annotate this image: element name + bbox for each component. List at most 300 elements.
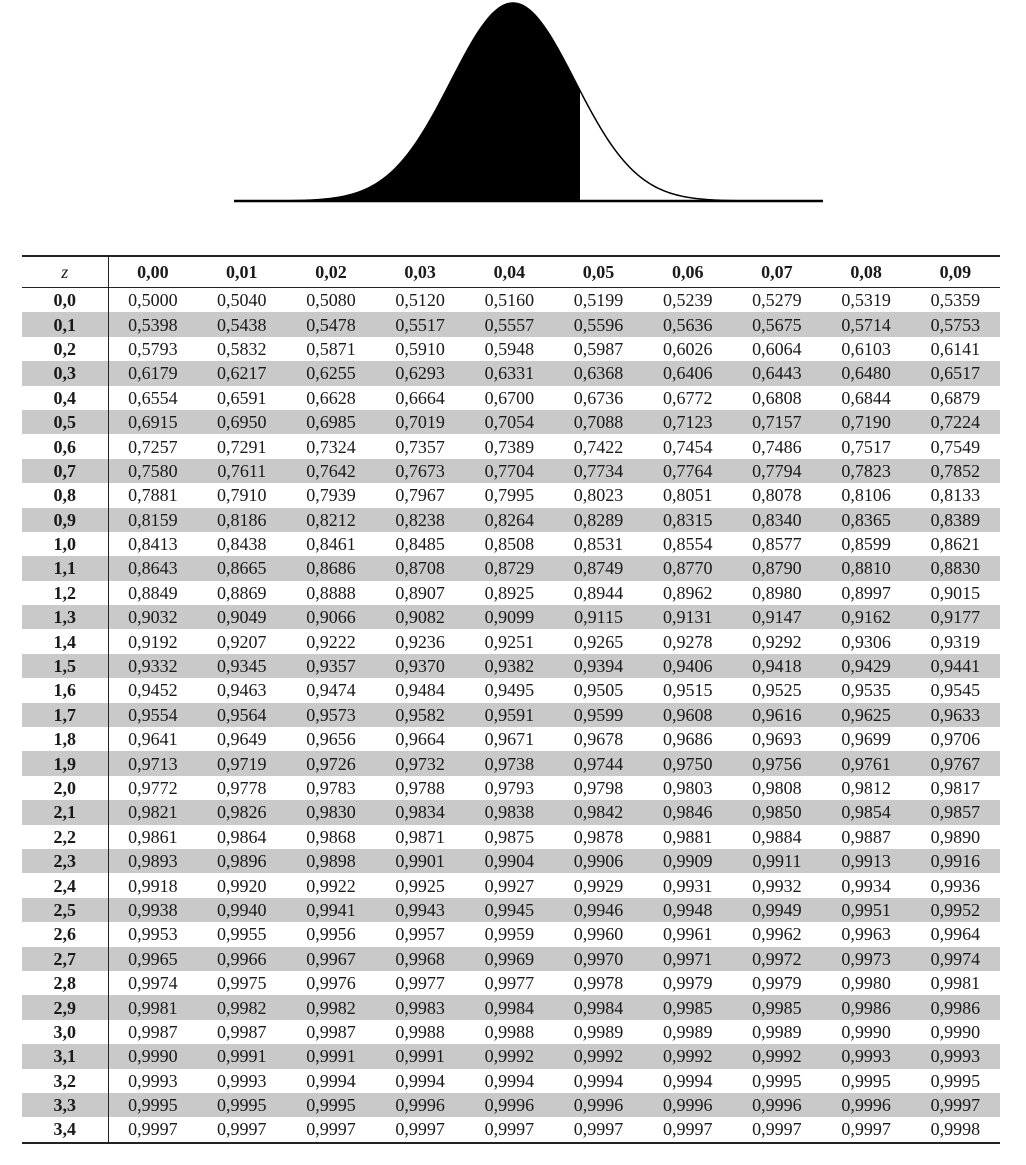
probability-cell: 0,9989 [752, 1021, 802, 1042]
probability-cell: 0,9236 [395, 631, 445, 652]
probability-cell: 0,9738 [465, 751, 554, 775]
probability-cell: 0,9983 [376, 995, 465, 1019]
table-row [22, 703, 1000, 727]
probability-cell: 0,8461 [306, 534, 356, 555]
probability-cell: 0,9929 [573, 875, 624, 896]
probability-cell: 0,9956 [306, 924, 356, 945]
probability-cell: 0,9996 [643, 1093, 732, 1117]
probability-cell: 0,9977 [395, 973, 445, 994]
probability-cell: 0,9989 [573, 1021, 624, 1042]
probability-cell: 0,9993 [822, 1044, 911, 1068]
probability-cell: 0,9573 [286, 703, 375, 727]
probability-cell: 0,9995 [841, 1070, 891, 1091]
probability-cell: 0,7357 [395, 436, 445, 457]
probability-cell: 0,6293 [376, 361, 465, 385]
probability-cell: 0,9131 [643, 605, 732, 629]
table-row [22, 1069, 1000, 1093]
probability-cell: 0,9978 [573, 973, 624, 994]
probability-cell: 0,9963 [841, 924, 891, 945]
probability-cell: 0,9066 [286, 605, 375, 629]
probability-cell: 0,9997 [395, 1119, 445, 1140]
probability-cell: 0,9803 [662, 778, 713, 798]
probability-cell: 0,9394 [554, 654, 643, 678]
probability-cell: 0,9997 [484, 1119, 535, 1140]
probability-cell: 0,7224 [911, 410, 1000, 434]
table-row [22, 288, 1000, 313]
column-header: 0,03 [404, 261, 436, 282]
probability-cell: 0,6255 [286, 361, 375, 385]
probability-cell: 0,8643 [108, 556, 197, 580]
probability-cell: 0,9699 [841, 729, 891, 750]
probability-cell: 0,8238 [376, 508, 465, 532]
probability-cell: 0,9997 [841, 1119, 891, 1140]
probability-cell: 0,8340 [732, 508, 821, 532]
probability-cell: 0,6844 [841, 387, 891, 408]
probability-cell: 0,9864 [217, 826, 267, 847]
column-header: 0,08 [850, 261, 882, 282]
probability-cell: 0,9778 [217, 778, 267, 798]
probability-cell: 0,8159 [108, 508, 197, 532]
probability-cell: 0,5871 [306, 338, 356, 359]
probability-cell: 0,6950 [197, 410, 286, 434]
probability-cell: 0,9977 [484, 973, 535, 994]
probability-cell: 0,9965 [108, 947, 197, 971]
probability-cell: 0,6591 [217, 387, 267, 408]
probability-cell: 0,8599 [841, 534, 891, 555]
z-value-cell: 0,4 [22, 386, 108, 410]
table-row [22, 459, 1000, 483]
probability-cell: 0,8888 [306, 582, 356, 603]
probability-cell: 0,9994 [395, 1070, 445, 1091]
z-value-cell: 1,8 [22, 727, 108, 751]
probability-cell: 0,5675 [732, 312, 821, 336]
probability-cell: 0,9993 [911, 1044, 1000, 1068]
probability-cell: 0,9484 [395, 680, 445, 701]
column-header: 0,01 [226, 261, 258, 282]
probability-cell: 0,6879 [930, 387, 981, 408]
probability-cell: 0,7123 [643, 410, 732, 434]
probability-cell: 0,7967 [395, 485, 445, 506]
probability-cell: 0,7549 [930, 436, 981, 457]
probability-cell: 0,6808 [752, 387, 802, 408]
table-row [22, 1117, 1000, 1142]
probability-cell: 0,8133 [930, 485, 981, 506]
probability-cell: 0,9861 [128, 826, 178, 847]
table-row [22, 1044, 1000, 1068]
probability-cell: 0,9049 [197, 605, 286, 629]
probability-cell: 0,9495 [484, 680, 535, 701]
probability-cell: 0,9582 [376, 703, 465, 727]
probability-cell: 0,9633 [911, 703, 1000, 727]
probability-cell: 0,9932 [752, 875, 802, 896]
probability-cell: 0,9761 [822, 751, 911, 775]
probability-cell: 0,8849 [128, 582, 178, 603]
table-row [22, 654, 1000, 678]
cumulative-normal-table [22, 255, 1000, 1144]
probability-cell: 0,5359 [930, 290, 981, 311]
probability-cell: 0,9981 [108, 995, 197, 1019]
probability-cell: 0,8925 [484, 582, 535, 603]
probability-cell: 0,9995 [752, 1070, 802, 1091]
probability-cell: 0,9834 [376, 800, 465, 824]
probability-cell: 0,9664 [395, 729, 445, 750]
probability-cell: 0,7910 [217, 485, 267, 506]
probability-cell: 0,8485 [395, 534, 445, 555]
probability-cell: 0,9997 [306, 1119, 356, 1140]
column-header: 0,04 [493, 261, 526, 282]
table-row [22, 678, 1000, 702]
probability-cell: 0,8869 [217, 582, 267, 603]
z-value-cell: 1,4 [22, 629, 108, 653]
probability-cell: 0,8554 [662, 534, 713, 555]
probability-cell: 0,5160 [484, 290, 535, 311]
probability-cell: 0,9992 [465, 1044, 554, 1068]
probability-cell: 0,7422 [573, 436, 624, 457]
z-value-cell: 3,1 [22, 1044, 108, 1068]
z-value-cell: 0,9 [22, 508, 108, 532]
probability-cell: 0,9982 [197, 995, 286, 1019]
probability-cell: 0,9265 [573, 631, 624, 652]
table-row [22, 971, 1000, 995]
probability-cell: 0,9706 [930, 729, 981, 750]
z-value-cell: 2,9 [22, 995, 108, 1019]
table-row [22, 508, 1000, 532]
normal-curve-figure [0, 0, 1026, 215]
probability-cell: 0,8289 [554, 508, 643, 532]
probability-cell: 0,7995 [484, 485, 535, 506]
probability-cell: 0,9997 [217, 1119, 267, 1140]
probability-cell: 0,9992 [732, 1044, 821, 1068]
probability-cell: 0,9515 [662, 680, 713, 701]
probability-cell: 0,5000 [128, 290, 178, 311]
z-value-cell: 2,3 [22, 849, 108, 873]
probability-cell: 0,7454 [662, 436, 713, 457]
probability-cell: 0,9251 [484, 631, 535, 652]
probability-cell: 0,9878 [573, 826, 624, 847]
probability-cell: 0,5080 [306, 290, 356, 311]
probability-cell: 0,9991 [376, 1044, 465, 1068]
probability-cell: 0,7823 [822, 459, 911, 483]
probability-cell: 0,8907 [395, 582, 445, 603]
probability-cell: 0,7291 [217, 436, 267, 457]
probability-cell: 0,9345 [197, 654, 286, 678]
probability-cell: 0,9972 [732, 947, 821, 971]
probability-cell: 0,6915 [108, 410, 197, 434]
probability-cell: 0,8665 [197, 556, 286, 580]
probability-cell: 0,6026 [662, 338, 713, 359]
probability-cell: 0,8365 [822, 508, 911, 532]
probability-cell: 0,9995 [108, 1093, 197, 1117]
z-column-header: z [22, 256, 108, 288]
probability-cell: 0,7939 [306, 485, 356, 506]
probability-cell: 0,8810 [822, 556, 911, 580]
probability-cell: 0,9474 [306, 680, 356, 701]
column-header: 0,06 [671, 261, 704, 282]
probability-cell: 0,9625 [822, 703, 911, 727]
probability-cell: 0,9995 [286, 1093, 375, 1117]
probability-cell: 0,9192 [128, 631, 178, 652]
probability-cell: 0,9991 [197, 1044, 286, 1068]
probability-cell: 0,6064 [752, 338, 802, 359]
probability-cell: 0,9994 [573, 1070, 624, 1091]
probability-cell: 0,5199 [573, 290, 624, 311]
probability-cell: 0,9207 [217, 631, 267, 652]
z-value-cell: 3,0 [22, 1020, 108, 1044]
probability-cell: 0,9967 [286, 947, 375, 971]
probability-cell: 0,9842 [554, 800, 643, 824]
probability-cell: 0,9292 [752, 631, 802, 652]
table-row [22, 751, 1000, 775]
probability-cell: 0,5398 [108, 312, 197, 336]
probability-cell: 0,9871 [395, 826, 445, 847]
probability-cell: 0,9616 [732, 703, 821, 727]
probability-cell: 0,8531 [573, 534, 624, 555]
probability-cell: 0,7517 [841, 436, 891, 457]
probability-cell: 0,9982 [286, 995, 375, 1019]
z-value-cell: 1,6 [22, 678, 108, 702]
probability-cell: 0,5636 [643, 312, 732, 336]
probability-cell: 0,7088 [554, 410, 643, 434]
probability-cell: 0,5987 [573, 338, 624, 359]
probability-cell: 0,8621 [930, 534, 981, 555]
z-value-cell: 3,4 [22, 1117, 108, 1142]
probability-cell: 0,8106 [841, 485, 891, 506]
probability-cell: 0,9382 [465, 654, 554, 678]
probability-cell: 0,9370 [376, 654, 465, 678]
probability-cell: 0,6628 [306, 387, 356, 408]
probability-cell: 0,9979 [662, 973, 713, 994]
probability-cell: 0,9996 [465, 1093, 554, 1117]
probability-cell: 0,9798 [573, 778, 624, 798]
probability-cell: 0,9868 [306, 826, 356, 847]
probability-cell: 0,9990 [841, 1021, 891, 1042]
probability-cell: 0,9463 [217, 680, 267, 701]
table-row [22, 947, 1000, 971]
probability-cell: 0,9959 [484, 924, 535, 945]
probability-cell: 0,9406 [643, 654, 732, 678]
probability-cell: 0,9678 [573, 729, 624, 750]
probability-cell: 0,9925 [395, 875, 445, 896]
probability-cell: 0,8997 [841, 582, 891, 603]
probability-cell: 0,9964 [930, 924, 981, 945]
probability-cell: 0,9997 [573, 1119, 624, 1140]
table-row [22, 922, 1000, 946]
probability-cell: 0,8830 [911, 556, 1000, 580]
probability-cell: 0,9850 [732, 800, 821, 824]
z-value-cell: 0,1 [22, 312, 108, 336]
probability-cell: 0,8212 [286, 508, 375, 532]
probability-cell: 0,7764 [643, 459, 732, 483]
probability-cell: 0,9992 [643, 1044, 732, 1068]
table-row [22, 556, 1000, 580]
probability-cell: 0,9940 [197, 898, 286, 922]
probability-cell: 0,9960 [573, 924, 624, 945]
probability-cell: 0,7054 [465, 410, 554, 434]
probability-cell: 0,9788 [395, 778, 445, 798]
probability-cell: 0,8980 [752, 582, 802, 603]
table-row [22, 483, 1000, 507]
probability-cell: 0,9987 [217, 1021, 267, 1042]
probability-cell: 0,9857 [911, 800, 1000, 824]
probability-cell: 0,5793 [128, 338, 178, 359]
z-value-cell: 0,6 [22, 434, 108, 458]
probability-cell: 0,9994 [306, 1070, 356, 1091]
probability-cell: 0,9846 [643, 800, 732, 824]
probability-cell: 0,6480 [822, 361, 911, 385]
probability-cell: 0,8770 [643, 556, 732, 580]
probability-cell: 0,9893 [108, 849, 197, 873]
probability-cell: 0,9896 [197, 849, 286, 873]
probability-cell: 0,8413 [128, 534, 178, 555]
probability-cell: 0,9994 [484, 1070, 535, 1091]
table-row [22, 898, 1000, 922]
probability-cell: 0,8577 [752, 534, 802, 555]
probability-cell: 0,5279 [752, 290, 802, 311]
column-header: 0,05 [582, 261, 615, 282]
probability-cell: 0,9984 [465, 995, 554, 1019]
probability-cell: 0,9984 [554, 995, 643, 1019]
probability-cell: 0,6517 [911, 361, 1000, 385]
probability-cell: 0,9989 [662, 1021, 713, 1042]
probability-cell: 0,5557 [465, 312, 554, 336]
probability-cell: 0,9535 [841, 680, 891, 701]
z-value-cell: 2,7 [22, 947, 108, 971]
probability-cell: 0,5753 [911, 312, 1000, 336]
table-row [22, 776, 1000, 800]
probability-cell: 0,9974 [128, 973, 178, 994]
probability-cell: 0,8749 [554, 556, 643, 580]
probability-cell: 0,9649 [217, 729, 267, 750]
probability-cell: 0,9996 [822, 1093, 911, 1117]
table-row [22, 849, 1000, 873]
probability-cell: 0,5596 [554, 312, 643, 336]
z-value-cell: 1,7 [22, 703, 108, 727]
probability-cell: 0,9783 [306, 778, 356, 798]
z-value-cell: 1,1 [22, 556, 108, 580]
probability-cell: 0,6772 [662, 387, 713, 408]
probability-cell: 0,7794 [732, 459, 821, 483]
probability-cell: 0,9953 [128, 924, 178, 945]
probability-cell: 0,9997 [662, 1119, 713, 1140]
probability-cell: 0,9099 [465, 605, 554, 629]
probability-cell: 0,9441 [911, 654, 1000, 678]
probability-cell: 0,5040 [217, 290, 267, 311]
probability-cell: 0,9641 [128, 729, 178, 750]
probability-cell: 0,9920 [217, 875, 267, 896]
probability-cell: 0,9082 [376, 605, 465, 629]
probability-cell: 0,9990 [108, 1044, 197, 1068]
z-value-cell: 0,5 [22, 410, 108, 434]
probability-cell: 0,7673 [376, 459, 465, 483]
probability-cell: 0,9949 [732, 898, 821, 922]
probability-cell: 0,9750 [643, 751, 732, 775]
probability-cell: 0,9916 [911, 849, 1000, 873]
probability-cell: 0,7257 [128, 436, 178, 457]
z-value-cell: 0,2 [22, 337, 108, 361]
probability-cell: 0,7486 [752, 436, 802, 457]
column-header: 0,09 [939, 261, 972, 282]
probability-cell: 0,9913 [822, 849, 911, 873]
probability-cell: 0,8078 [752, 485, 802, 506]
probability-cell: 0,9756 [732, 751, 821, 775]
z-value-cell: 3,3 [22, 1093, 108, 1117]
table-row [22, 995, 1000, 1019]
probability-cell: 0,9974 [911, 947, 1000, 971]
table-row [22, 1020, 1000, 1044]
table-row [22, 434, 1000, 458]
probability-cell: 0,9854 [822, 800, 911, 824]
probability-cell: 0,9821 [108, 800, 197, 824]
probability-cell: 0,5948 [484, 338, 535, 359]
probability-cell: 0,9988 [484, 1021, 535, 1042]
z-value-cell: 1,2 [22, 581, 108, 605]
probability-cell: 0,7611 [197, 459, 286, 483]
probability-cell: 0,9957 [395, 924, 445, 945]
probability-cell: 0,9032 [108, 605, 197, 629]
z-value-cell: 2,8 [22, 971, 108, 995]
probability-cell: 0,9147 [732, 605, 821, 629]
z-value-cell: 1,5 [22, 654, 108, 678]
probability-cell: 0,9976 [306, 973, 356, 994]
z-value-cell: 2,2 [22, 825, 108, 849]
table-row [22, 1093, 1000, 1117]
probability-cell: 0,9927 [484, 875, 535, 896]
probability-cell: 0,8186 [197, 508, 286, 532]
probability-cell: 0,9726 [286, 751, 375, 775]
probability-cell: 0,9911 [732, 849, 821, 873]
probability-cell: 0,5120 [395, 290, 445, 311]
probability-cell: 0,7389 [484, 436, 535, 457]
probability-cell: 0,9713 [108, 751, 197, 775]
probability-cell: 0,9969 [465, 947, 554, 971]
probability-cell: 0,7881 [128, 485, 178, 506]
probability-cell: 0,7642 [286, 459, 375, 483]
probability-cell: 0,9966 [197, 947, 286, 971]
probability-cell: 0,9991 [286, 1044, 375, 1068]
probability-cell: 0,9997 [911, 1093, 1000, 1117]
probability-cell: 0,7019 [376, 410, 465, 434]
probability-cell: 0,9884 [752, 826, 802, 847]
probability-cell: 0,9962 [752, 924, 802, 945]
probability-cell: 0,9970 [554, 947, 643, 971]
probability-cell: 0,9973 [822, 947, 911, 971]
z-value-cell: 1,3 [22, 605, 108, 629]
probability-cell: 0,8264 [465, 508, 554, 532]
probability-cell: 0,6141 [930, 338, 981, 359]
z-value-cell: 2,0 [22, 776, 108, 800]
probability-cell: 0,9995 [197, 1093, 286, 1117]
probability-cell: 0,9452 [128, 680, 178, 701]
z-value-cell: 2,5 [22, 898, 108, 922]
probability-cell: 0,9418 [732, 654, 821, 678]
probability-cell: 0,9732 [376, 751, 465, 775]
probability-cell: 0,9875 [484, 826, 535, 847]
probability-cell: 0,8944 [573, 582, 624, 603]
probability-cell: 0,9998 [930, 1119, 981, 1140]
probability-cell: 0,9934 [841, 875, 891, 896]
probability-cell: 0,5832 [217, 338, 267, 359]
probability-cell: 0,9591 [465, 703, 554, 727]
probability-cell: 0,9826 [197, 800, 286, 824]
table-row [22, 337, 1000, 361]
probability-cell: 0,9938 [108, 898, 197, 922]
probability-cell: 0,9278 [662, 631, 713, 652]
probability-cell: 0,9162 [822, 605, 911, 629]
probability-cell: 0,9996 [732, 1093, 821, 1117]
probability-cell: 0,8438 [217, 534, 267, 555]
probability-cell: 0,9545 [930, 680, 981, 701]
probability-cell: 0,9599 [554, 703, 643, 727]
